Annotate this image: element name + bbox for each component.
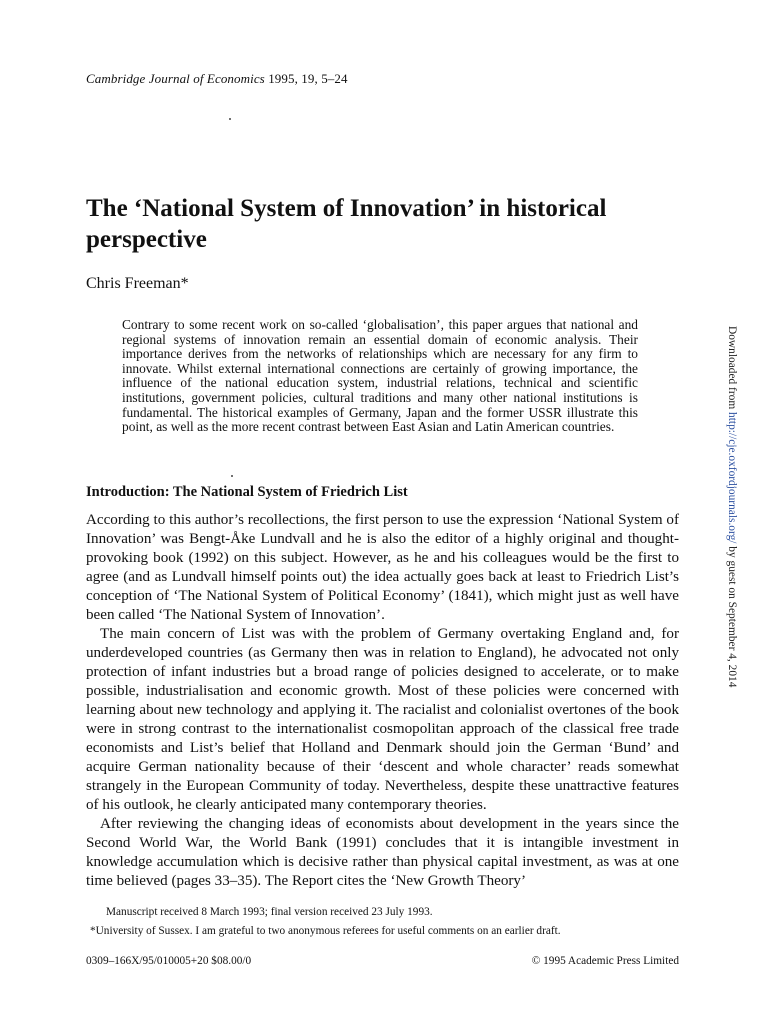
issn-price: 0309–166X/95/010005+20 $08.00/0 — [86, 955, 252, 967]
scan-speck — [229, 118, 231, 120]
bottom-line — [86, 955, 679, 967]
body-paragraph: After reviewing the changing ideas of economists about development in the years since the Second World War, the World Bank (1991) concludes that it is intangible investment in knowledge accumulation which is decisive rather than physical capital investment, as was at one time believed (pages 33–35). The Report cites the ‘New Growth Theory’ — [86, 816, 679, 889]
section-heading: Introduction: The National System of Friedrich List — [86, 484, 408, 500]
download-link[interactable]: http://cje.oxfordjournals.org/ — [726, 412, 738, 544]
volume-info: 1995, 19, 5–24 — [268, 71, 348, 86]
article-title: The ‘National System of Innovation’ in historical perspective — [86, 195, 607, 253]
download-prefix: Downloaded from — [726, 326, 738, 413]
scan-speck — [231, 475, 233, 477]
footnotes — [86, 903, 686, 941]
download-watermark — [726, 326, 738, 706]
footnote-affiliation: *University of Sussex. I am grateful to two anonymous referees for useful comments on an earlier draft. — [90, 925, 561, 937]
abstract: Contrary to some recent work on so-called ‘globalisation’, this paper argues that national and regional systems of innovation remain an essential domain of economic analysis. Their importance derives from the networks of relationships which are necessary for any firm to innovate. Whilst external international connections are certainly of growing importance, the influence of the national education system, industrial relations, technical and scientific institutions, government policies, cultural traditions and many other national institutions is fundamental. The historical examples of Germany, Japan and the former USSR illustrate this point, as well as the more recent contrast between East Asian and Latin American countries. — [122, 317, 638, 435]
body-paragraph: The main concern of List was with the problem of Germany overtaking England and, for underdeveloped countries (as Germany then was in relation to England), he advocated not only protection of infant industries but a broad range of policies designed to accelerate, or to make possible, industrialisation and economic growth. Most of these policies were concerned with learning about new technology and applying it. The racialist and colonialist overtones of the book were in strong contrast to the internationalist cosmopolitan approach of the classical free trade economists and List’s belief that Holland and Denmark should join the German ‘Bund’ and acquire German nationality because of their ‘descent and whole character’ reads somewhat strangely in the European Community of today. Nevertheless, despite these unattractive features of his outlook, he clearly anticipated many contemporary theories. — [86, 626, 679, 813]
download-suffix: by guest on September 4, 2014 — [726, 543, 738, 688]
body-paragraph: According to this author’s recollections, the first person to use the expression ‘National System of Innovation’ was Bengt-Åke Lundvall and he is also the editor of a highly original and thought-provoking book (1992) on this subject. However, as he and his colleagues would be the first to agree (and as Lundvall himself points out) the idea actually goes back at least to Friedrich List’s conception of ‘The National System of Political Economy’ (1841), which might just as well have been called ‘The National System of Innovation’. — [86, 512, 679, 623]
journal-name: Cambridge Journal of Economics — [86, 71, 265, 86]
body-text — [86, 511, 679, 891]
copyright-notice: © 1995 Academic Press Limited — [531, 955, 679, 967]
article-author: Chris Freeman* — [86, 275, 189, 292]
footnote-manuscript: Manuscript received 8 March 1993; final version received 23 July 1993. — [106, 906, 433, 918]
running-head — [86, 71, 348, 87]
